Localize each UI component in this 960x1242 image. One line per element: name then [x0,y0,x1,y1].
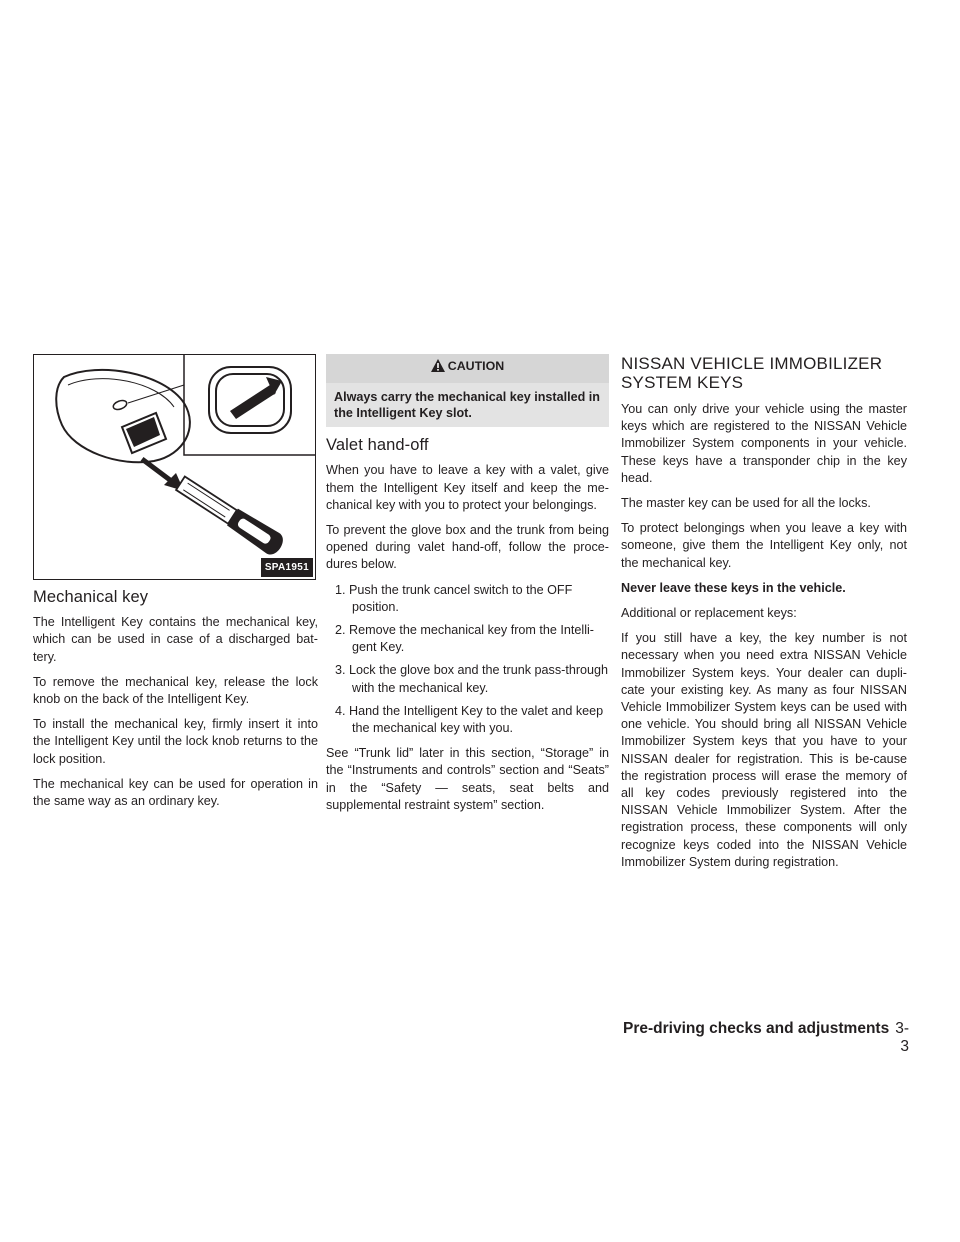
additional-keys-label: Additional or replacement keys: [621,606,797,621]
immobilizer-long-para: If you still have a key, the key number is not necessary when you need extra NISSAN Vehicle Immobilizer System keys. Your dealer can dupli-cate your existing key. As many as four NISSAN Vehicle Immobilizer System keys can be used with one vehicle. You should bring all NISSAN Vehicle Immobilizer System keys that you have to your NISSAN dealer for registration. This is be-cause the registration process will erase the memory of all key codes previously registered into the NISSAN Vehicle Immobilizer System. After the registration process, these components will only recognize keys coded into the NISSAN Vehicle Immobilizer System during registration. [621,631,907,869]
page-number: 3-3 [895,1020,909,1055]
valet-closing-para: See “Trunk lid” later in this section, “Storage” in the “Instruments and controls” section and “Seats” in the “Safety — seats, seat belts and supplemental restraint system” section. [326,746,609,812]
warning-triangle-icon [431,359,445,377]
immobilizer-para-2: The master key can be used for all the locks. [621,496,871,511]
valet-heading: Valet hand-off [326,436,429,455]
caution-box [326,354,609,427]
caution-text: Always carry the mechanical key installed in the Intelligent Key slot. [334,390,600,421]
mechanical-key-para-3: To install the mechanical key, firmly insert it into the Intelligent Key until the lock knob returns to the lock position. [33,717,318,766]
page-footer [621,1020,909,1056]
mechanical-key-para-4: The mechanical key can be used for operation in the same way as an ordinary key. [33,776,318,809]
mechanical-key-figure [33,354,316,580]
immobilizer-heading-line-1: NISSAN VEHICLE IMMOBILIZER [621,354,883,373]
mechanical-key-para-1: The Intelligent Key contains the mechanical key, which can be used in case of a discharged bat-tery. [33,615,318,664]
immobilizer-heading [621,354,907,392]
valet-steps [326,582,609,738]
immobilizer-para-3: To protect belongings when you leave a key with someone, give them the Intelligent Key only, not the mechanical key. [621,521,907,570]
mechanical-key-heading: Mechanical key [33,588,149,606]
caution-title: CAUTION [447,359,505,373]
key-illustration [34,355,315,579]
section-title: Pre-driving checks and adjustments [623,1020,890,1037]
column-middle [326,354,609,822]
caution-header [326,354,609,383]
list-item: 2. Remove the mechanical key from the Intelli-gent Key. [335,623,594,655]
column-right [621,354,907,879]
immobilizer-heading-line-2: SYSTEM KEYS [621,373,744,392]
list-item: 1. Push the trunk cancel switch to the OFF position. [335,582,573,614]
list-item: 3. Lock the glove box and the trunk pass-through with the mechanical key. [335,663,609,695]
valet-para-2: To prevent the glove box and the trunk from being opened during valet hand-off, follow the proce-dures below. [326,523,609,572]
immobilizer-warning: Never leave these keys in the vehicle. [621,580,846,595]
immobilizer-para-1: You can only drive your vehicle using the master keys which are registered to the NISSAN Vehicle Immobilizer System components in your vehicle. These keys have a transponder chip in the key head. [621,402,907,485]
list-item: 4. Hand the Intelligent Key to the valet and keep the mechanical key with you. [335,703,604,736]
column-left [33,354,318,818]
mechanical-key-para-2: To remove the mechanical key, release the lock knob on the back of the Intelligent Key. [33,674,318,707]
valet-para-1: When you have to leave a key with a valet, give them the Intelligent Key itself and keep the me-chanical key with you to protect your belongings. [326,463,609,512]
figure-label: SPA1951 [261,558,313,577]
